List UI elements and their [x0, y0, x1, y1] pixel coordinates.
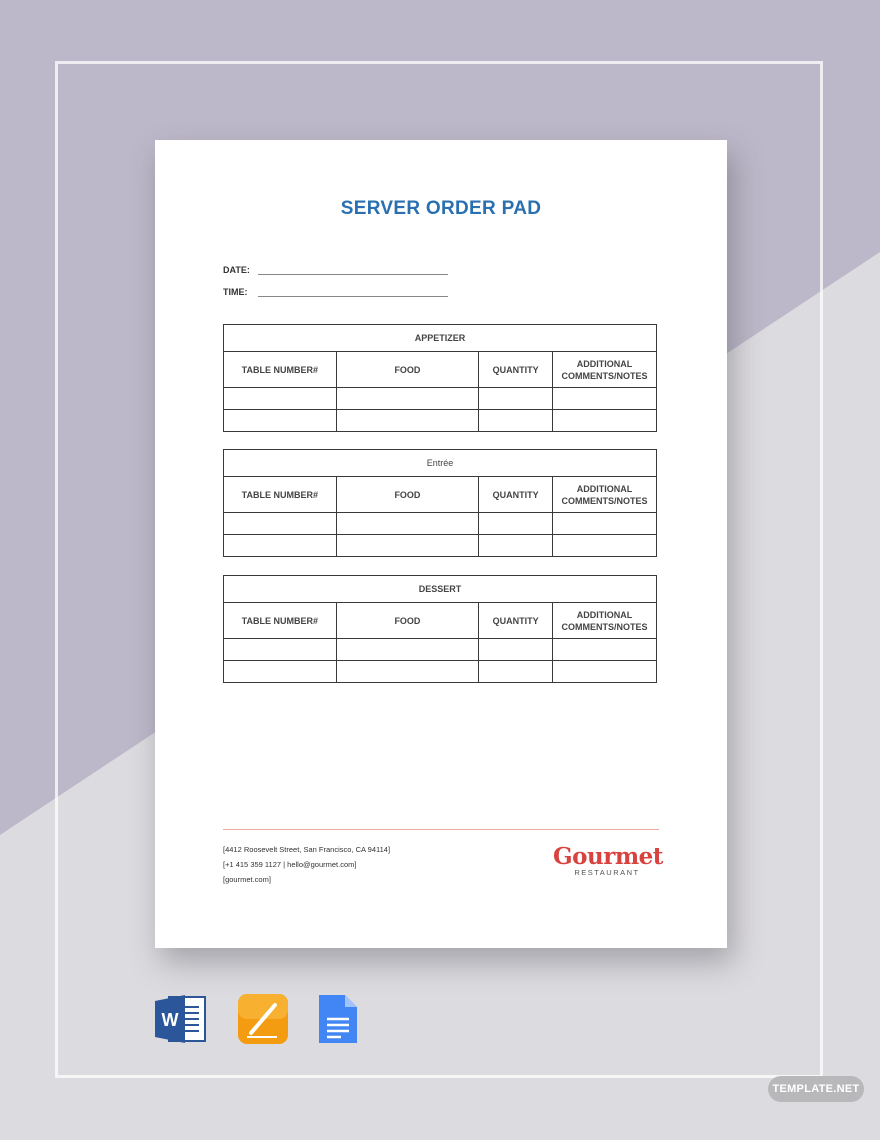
- table-cell[interactable]: [336, 513, 478, 535]
- table-cell[interactable]: [224, 535, 337, 557]
- section-title: Entrée: [224, 450, 657, 477]
- time-field: [223, 287, 248, 297]
- column-header: TABLE NUMBER#: [224, 352, 337, 388]
- table-cell[interactable]: [336, 410, 478, 432]
- column-header: ADDITIONAL COMMENTS/NOTES: [553, 603, 657, 639]
- footer-website: [gourmet.com]: [223, 875, 271, 884]
- column-header: FOOD: [336, 352, 478, 388]
- table-row: [224, 535, 657, 557]
- table-cell[interactable]: [479, 388, 553, 410]
- entree-table: [223, 449, 657, 557]
- column-header: QUANTITY: [479, 477, 553, 513]
- table-cell[interactable]: [553, 639, 657, 661]
- time-label: TIME:: [223, 287, 248, 297]
- table-cell[interactable]: [553, 388, 657, 410]
- pages-icon[interactable]: [237, 993, 289, 1045]
- column-header: ADDITIONAL COMMENTS/NOTES: [553, 352, 657, 388]
- document-page: [155, 140, 727, 948]
- svg-text:W: W: [161, 1010, 179, 1030]
- footer-contact: [+1 415 359 1127 | hello@gourmet.com]: [223, 860, 357, 869]
- date-line[interactable]: [258, 274, 448, 275]
- column-header: QUANTITY: [479, 352, 553, 388]
- table-cell[interactable]: [479, 535, 553, 557]
- column-header: ADDITIONAL COMMENTS/NOTES: [553, 477, 657, 513]
- table-cell[interactable]: [224, 661, 337, 683]
- table-cell[interactable]: [336, 535, 478, 557]
- table-cell[interactable]: [553, 513, 657, 535]
- section-title: APPETIZER: [224, 325, 657, 352]
- table-cell[interactable]: [553, 410, 657, 432]
- google-docs-icon[interactable]: [311, 993, 363, 1045]
- time-line[interactable]: [258, 296, 448, 297]
- table-cell[interactable]: [224, 513, 337, 535]
- table-cell[interactable]: [224, 388, 337, 410]
- logo-name: Gourmet: [553, 843, 663, 870]
- table-cell[interactable]: [479, 639, 553, 661]
- date-label: DATE:: [223, 265, 250, 275]
- table-cell[interactable]: [224, 410, 337, 432]
- column-header: QUANTITY: [479, 603, 553, 639]
- gourmet-logo: [553, 843, 661, 877]
- table-cell[interactable]: [336, 388, 478, 410]
- table-cell[interactable]: [553, 535, 657, 557]
- table-cell[interactable]: [479, 661, 553, 683]
- table-cell[interactable]: [336, 661, 478, 683]
- table-row: [224, 410, 657, 432]
- word-icon[interactable]: [155, 993, 207, 1045]
- table-row: [224, 388, 657, 410]
- table-row: [224, 661, 657, 683]
- table-cell[interactable]: [336, 639, 478, 661]
- table-row: [224, 513, 657, 535]
- logo-subtitle: RESTAURANT: [574, 868, 640, 877]
- column-header: TABLE NUMBER#: [224, 603, 337, 639]
- column-header: TABLE NUMBER#: [224, 477, 337, 513]
- watermark-badge: TEMPLATE.NET: [768, 1076, 864, 1102]
- footer-divider: [223, 829, 659, 830]
- table-cell[interactable]: [553, 661, 657, 683]
- date-field: [223, 265, 250, 275]
- appetizer-table: [223, 324, 657, 432]
- dessert-table: [223, 575, 657, 683]
- table-cell[interactable]: [479, 410, 553, 432]
- footer-address: [4412 Roosevelt Street, San Francisco, CA 94114]: [223, 845, 391, 854]
- column-header: FOOD: [336, 477, 478, 513]
- table-cell[interactable]: [479, 513, 553, 535]
- section-title: DESSERT: [224, 576, 657, 603]
- table-row: [224, 639, 657, 661]
- page-title: SERVER ORDER PAD: [340, 198, 542, 219]
- table-cell[interactable]: [224, 639, 337, 661]
- column-header: FOOD: [336, 603, 478, 639]
